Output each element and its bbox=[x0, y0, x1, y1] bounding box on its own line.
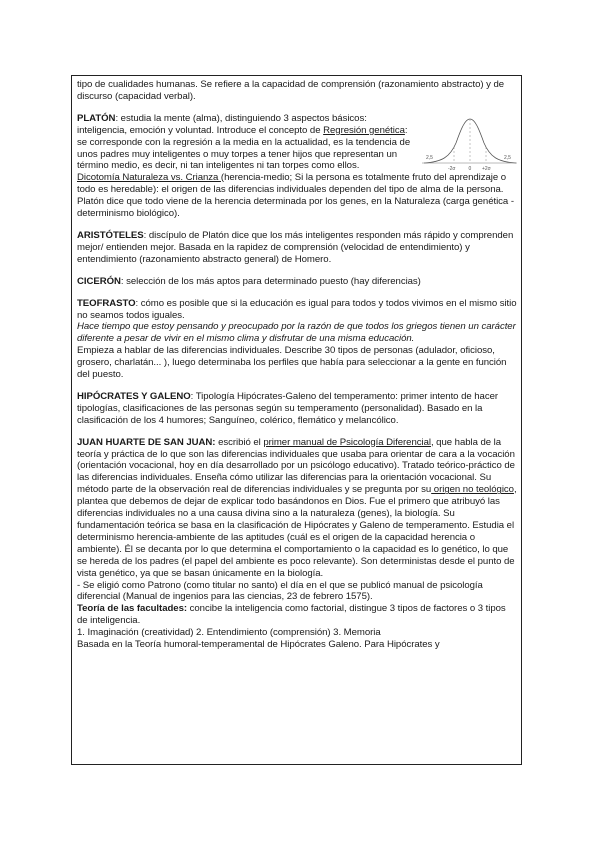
intro-paragraph bbox=[77, 79, 517, 103]
huarte-paragraph bbox=[77, 437, 517, 580]
normal-distribution-diagram bbox=[420, 115, 518, 171]
mean-label: 0 bbox=[468, 165, 472, 171]
ciceron-heading: CICERÓN bbox=[77, 275, 121, 287]
huarte-heading: JUAN HUARTE DE SAN JUAN: bbox=[77, 436, 216, 448]
primer-manual-term: primer manual de Psicología Diferencial bbox=[263, 436, 431, 448]
facultades-heading: Teoría de las facultades: bbox=[77, 603, 188, 615]
platon-paragraph-2 bbox=[77, 172, 517, 220]
aristoteles-heading: ARISTÓTELES bbox=[77, 229, 144, 241]
ciceron-text: : selección de los más aptos para determinado puesto (hay diferencias) bbox=[120, 275, 421, 287]
huarte-text-3: , plantea que debemos de dejar de explicar todo basándonos en Dios. Fue el primero que atribuyó las diferencias individuales no a una causa divina sino a la naturaleza (genes), la biología. Su fundamentación teórica se basa en la clasificación de Hipócrates y Galeno de temperamento. Estudia el determinismo herencia-ambiente de las aptitudes (cuál es el origen de la capacidad herencia o ambiente). Él se decanta por lo que determina el comportamiento o la capacidad es lo genético, lo que se hereda de los padres (el papel del ambiente es poco relevante). Son deterministas desde el punto de vista genético, ya que se basan únicamente en la biología. bbox=[77, 484, 517, 579]
hipocrates-heading: HIPÓCRATES Y GALENO bbox=[77, 390, 191, 402]
right-sd-label: +2σ bbox=[482, 165, 491, 171]
origen-no-teologico-term: origen no teológico bbox=[431, 484, 514, 496]
intro-text: tipo de cualidades humanas. Se refiere a la capacidad de comprensión (razonamiento abstracto) y de discurso (capacidad verbal). bbox=[77, 79, 505, 102]
huarte-last-line: Basada en la Teoría humoral-temperamental de Hipócrates Galeno. Para Hipócrates y bbox=[77, 639, 440, 651]
left-tail-label: 2,5 bbox=[426, 154, 433, 161]
teofrasto-text-2: Empieza a hablar de las diferencias individuales. Describe 30 tipos de personas (adulador, oficioso, grosero, charlatán... ), luego determinaba los perfiles que había para seleccionar a la gente en función del puesto. bbox=[77, 345, 507, 381]
hipocrates-section bbox=[77, 391, 517, 427]
document-page bbox=[71, 75, 522, 765]
dicotomia-term: Dicotomía Naturaleza vs. Crianza bbox=[77, 172, 221, 184]
platon-paragraph bbox=[77, 113, 415, 173]
platon-text-3: (herencia-medio; Si la persona es totalmente fruto del aprendizaje o todo es heredable): el origen de las diferencias individuales dependen del tipo de alma de la persona. Platón dice que todo viene de la herencia determinada por los genes, en la Naturaleza (carga genética -determinismo biológico). bbox=[77, 172, 514, 220]
right-tail-label: 2,5 bbox=[504, 154, 511, 161]
facultades-text: concibe la inteligencia como factorial, distingue 3 tipos de factores o 3 tipos de inteligencia. bbox=[77, 603, 506, 627]
teofrasto-paragraph bbox=[77, 298, 517, 322]
regresion-genetica-term: Regresión genética bbox=[323, 124, 405, 136]
teofrasto-quote: Hace tiempo que estoy pensando y preocupado por la razón de que todos los griegos tienen un carácter diferente a pesar de vivir en el mismo clima y disfrutar de una misma educación. bbox=[77, 321, 516, 345]
ciceron-section bbox=[77, 276, 517, 288]
teofrasto-section bbox=[77, 298, 517, 381]
teofrasto-text: : cómo es posible que si la educación es igual para todos y todos vivimos en el mismo sitio no seamos todos iguales. bbox=[77, 297, 517, 321]
platon-heading: PLATÓN bbox=[77, 112, 116, 124]
platon-text-1: : estudia la mente (alma), distinguiendo 3 aspectos básicos: inteligencia, emoción y voluntad. Introduce el concepto de bbox=[77, 112, 367, 136]
left-sd-label: -2σ bbox=[448, 165, 456, 171]
aristoteles-text: : discípulo de Platón dice que los más inteligentes responden más rápido y comprenden mejor/ entienden mejor. Basada en la rapidez de comprensión (velocidad de entendimiento) y entendimiento (razonamiento abstracto general) de Homero. bbox=[77, 229, 514, 265]
hipocrates-text: : Tipología Hipócrates-Galeno del temperamento: primer intento de hacer tipologías, clasificaciones de las personas según su temperamento (personalidad). Basado en la clasificación de los 4 humores; Sanguíneo, colérico, flemático y melancólico. bbox=[77, 390, 499, 426]
facultades-list: 1. Imaginación (creatividad) 2. Entendimiento (comprensión) 3. Memoria bbox=[77, 627, 381, 639]
huarte-patron: - Se eligió como Patrono (como titular no santo) el día en el que se publicó manual de psicología diferencial (Manual de ingenios para las ciencias, 23 de febrero 1575). bbox=[77, 579, 483, 603]
huarte-section bbox=[77, 437, 517, 651]
platon-text-2: : se corresponde con la regresión a la media en la actualidad, es la tendencia de unos padres muy inteligentes o muy torpes a tener hijos que representan un término medio, es decir, ni tan inteligentes ni tan torpes como ellos. bbox=[77, 124, 411, 172]
platon-section bbox=[77, 113, 517, 220]
huarte-text-2: , que habla de la teoría y práctica de lo que son las diferencias individuales que usaba para orientar de cara a la vocación (orientación vocacional, hoy en día desarrollado por un psicólogo educativo). Tratado teórico-práctico de las diferencias individuales. Enseña cómo utilizar las diferencias para la orientación vocacional. Su método parte de la observación real de diferencias individuales y se pregunta por su bbox=[77, 436, 515, 496]
aristoteles-section bbox=[77, 230, 517, 266]
teofrasto-heading: TEOFRASTO bbox=[77, 297, 136, 309]
huarte-text-1: escribió el bbox=[215, 436, 264, 448]
facultades-paragraph bbox=[77, 603, 517, 627]
